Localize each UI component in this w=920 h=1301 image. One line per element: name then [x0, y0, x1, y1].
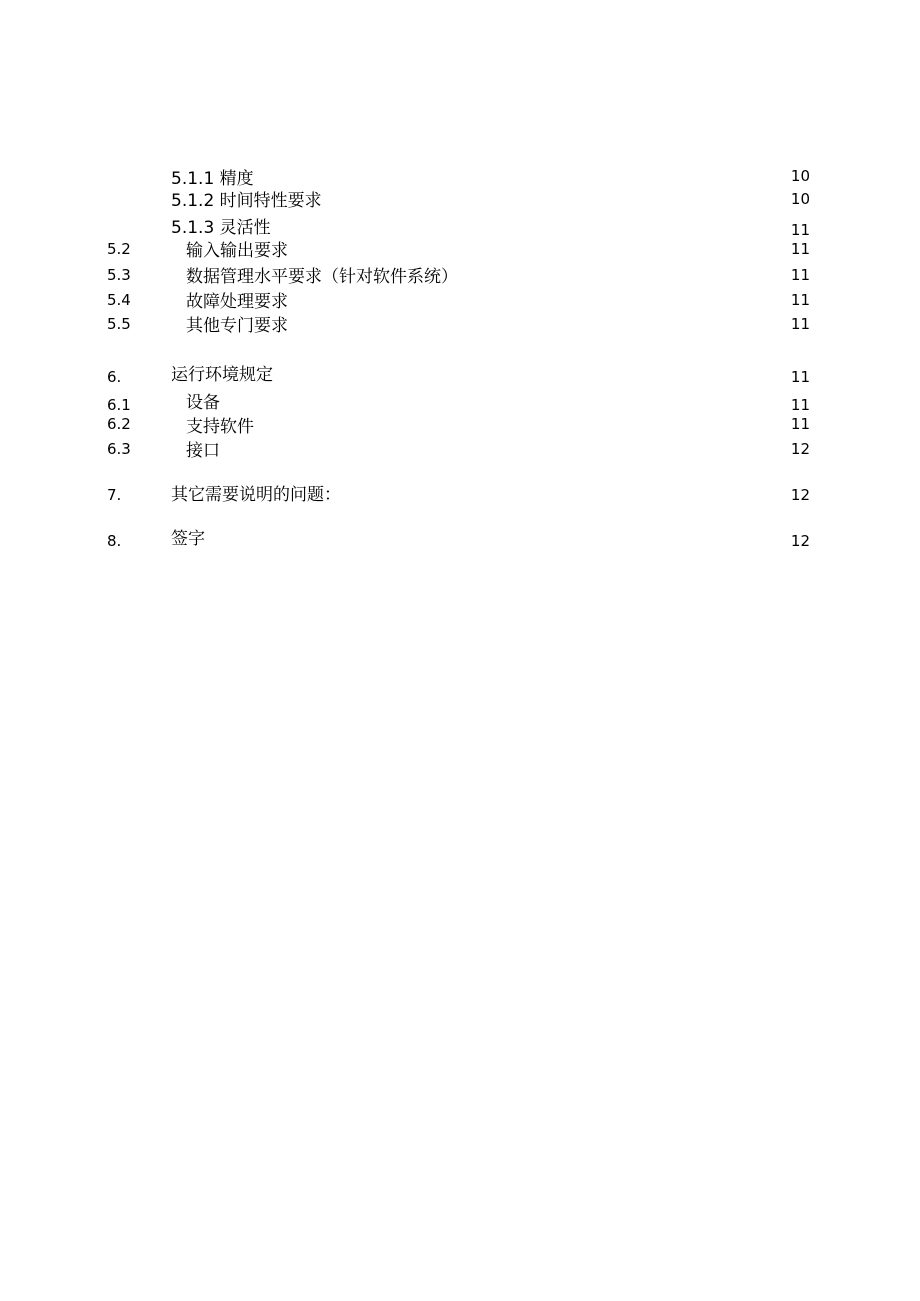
- toc-entry-5-2[interactable]: [0, 240, 920, 264]
- toc-entry-number: 5.3: [107, 266, 131, 284]
- toc-entry-number: 6.1: [107, 396, 131, 414]
- toc-entry-title: 5.1.2 时间特性要求: [171, 191, 322, 211]
- toc-entry-6[interactable]: [0, 364, 920, 388]
- toc-entry-number: 5.4: [107, 291, 131, 309]
- toc-entry-number: 6.3: [107, 440, 131, 458]
- toc-entry-title: 接口: [186, 441, 220, 461]
- toc-entry-page: 12: [790, 532, 810, 550]
- toc-entry-title: 其他专门要求: [186, 316, 288, 336]
- toc-entry-title: 运行环境规定: [171, 365, 273, 385]
- toc-entry-5-1-3[interactable]: [0, 217, 920, 241]
- toc-entry-6-1[interactable]: [0, 392, 920, 416]
- toc-entry-8[interactable]: [0, 528, 920, 552]
- toc-entry-5-1-1[interactable]: [0, 167, 920, 191]
- toc-entry-5-5[interactable]: [0, 315, 920, 339]
- toc-entry-page: 11: [790, 368, 810, 386]
- toc-entry-title: 5.1.3 灵活性: [171, 218, 271, 238]
- toc-entry-number: 6.2: [107, 415, 131, 433]
- toc-entry-page: 11: [790, 396, 810, 414]
- toc-entry-title: 数据管理水平要求（针对软件系统）: [186, 267, 458, 287]
- toc-entry-number: 8.: [107, 532, 122, 550]
- toc-entry-number: 5.5: [107, 315, 131, 333]
- toc-entry-title: 签字: [171, 529, 205, 549]
- toc-entry-title: 其它需要说明的问题：: [171, 485, 341, 505]
- toc-entry-page: 12: [790, 440, 810, 458]
- toc-entry-7[interactable]: [0, 484, 920, 508]
- toc-entry-title: 支持软件: [186, 417, 254, 437]
- toc-entry-title: 故障处理要求: [186, 292, 288, 312]
- toc-entry-5-4[interactable]: [0, 291, 920, 315]
- toc-entry-5-1-2[interactable]: [0, 190, 920, 214]
- toc-entry-page: 11: [790, 315, 810, 333]
- toc-entry-page: 12: [790, 486, 810, 504]
- toc-entry-title: 5.1.1 精度: [171, 169, 254, 189]
- toc-entry-6-2[interactable]: [0, 415, 920, 439]
- toc-entry-page: 11: [790, 221, 810, 239]
- toc-entry-number: 7.: [107, 486, 122, 504]
- toc-entry-page: 10: [790, 190, 810, 208]
- toc-entry-5-3[interactable]: [0, 265, 920, 289]
- toc-entry-title: 输入输出要求: [186, 241, 288, 261]
- toc-entry-page: 11: [790, 240, 810, 258]
- toc-entry-6-3[interactable]: [0, 440, 920, 464]
- toc-entry-number: 5.2: [107, 240, 131, 258]
- toc-entry-page: 11: [790, 266, 810, 284]
- toc-entry-page: 11: [790, 415, 810, 433]
- toc-entry-number: 6.: [107, 368, 122, 386]
- toc-entry-page: 10: [790, 167, 810, 185]
- toc-entry-page: 11: [790, 291, 810, 309]
- toc-entry-title: 设备: [186, 393, 220, 413]
